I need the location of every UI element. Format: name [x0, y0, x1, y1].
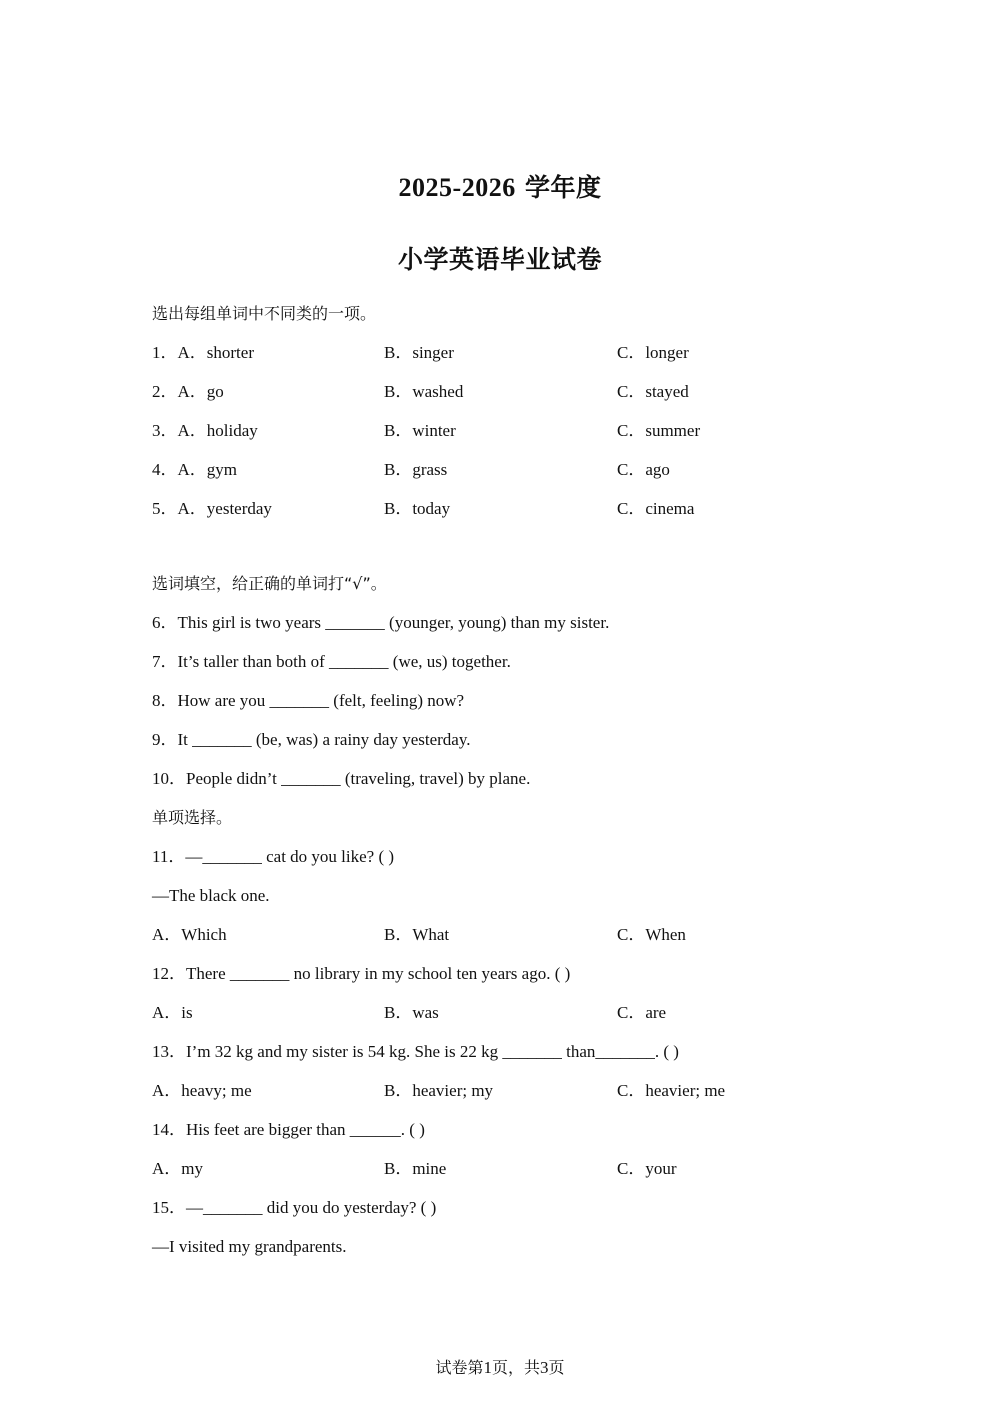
footer-label-2: 页，共: [491, 1358, 540, 1377]
fill-question-8: 8．How are you _______ (felt, feeling) now?: [152, 691, 465, 710]
option-b: B．washed: [384, 382, 464, 401]
current-page-number: 1: [483, 1358, 492, 1377]
option-c: C．heavier; me: [617, 1081, 726, 1100]
option-b: B．heavier; my: [384, 1081, 494, 1100]
option-b: B．mine: [384, 1159, 447, 1178]
option-b: B．was: [384, 1003, 439, 1022]
fill-question-7: 7．It’s taller than both of _______ (we, us) together.: [152, 652, 511, 671]
option-b: B．grass: [384, 460, 448, 479]
page-footer: [0, 1356, 1000, 1380]
options-row-14: [152, 1157, 872, 1181]
option-c: C．summer: [617, 421, 701, 440]
exam-year-title: [0, 168, 1000, 204]
option-b: B．singer: [384, 343, 454, 362]
choice-question-14: 14．His feet are bigger than ______. ( ): [152, 1120, 425, 1139]
option-a: A．gym: [177, 460, 237, 479]
option-a: A．shorter: [177, 343, 254, 362]
option-c: C．your: [617, 1159, 677, 1178]
section3-instruction: 单项选择。: [152, 808, 233, 827]
option-c: C．are: [617, 1003, 667, 1022]
option-a: A．Which: [152, 925, 227, 944]
section1-instruction: 选出每组单词中不同类的一项。: [152, 304, 377, 323]
option-b: B．today: [384, 499, 451, 518]
question-number: 2．: [152, 382, 178, 401]
options-row-12: [152, 1001, 872, 1025]
footer-label-3: 页: [548, 1358, 565, 1377]
dialogue-answer-11: —The black one.: [152, 886, 270, 905]
option-c: C．longer: [617, 343, 689, 362]
question-number: 3．: [152, 421, 178, 440]
option-a: A．yesterday: [177, 499, 272, 518]
question-row-5: [152, 497, 872, 521]
option-c: C．ago: [617, 460, 670, 479]
option-c: C．stayed: [617, 382, 689, 401]
dialogue-answer-15: —I visited my grandparents.: [152, 1237, 347, 1256]
question-row-1: [152, 341, 872, 365]
choice-question-12: 12．There _______ no library in my school ten years ago. ( ): [152, 964, 571, 983]
options-row-13: [152, 1079, 872, 1103]
option-b: B．What: [384, 925, 450, 944]
section2-instruction: 选词填空，给正确的单词打“√”。: [152, 574, 387, 593]
fill-question-6: 6．This girl is two years _______ (younger, young) than my sister.: [152, 613, 610, 632]
question-number: 5．: [152, 499, 178, 518]
exam-main-title: 小学英语毕业试卷: [397, 245, 602, 274]
fill-question-9: 9．It _______ (be, was) a rainy day yesterday.: [152, 730, 471, 749]
question-number: 1．: [152, 343, 178, 362]
question-row-4: [152, 458, 872, 482]
option-c: C．When: [617, 925, 686, 944]
option-b: B．winter: [384, 421, 456, 440]
options-row-11: [152, 923, 872, 947]
option-c: C．cinema: [617, 499, 695, 518]
question-row-3: [152, 419, 872, 443]
choice-question-15: 15．—_______ did you do yesterday? ( ): [152, 1198, 437, 1217]
question-number: 4．: [152, 460, 178, 479]
option-a: A．holiday: [177, 421, 258, 440]
question-row-2: [152, 380, 872, 404]
choice-question-11: 11．—_______ cat do you like? ( ): [152, 847, 395, 866]
choice-question-13: 13．I’m 32 kg and my sister is 54 kg. She is 22 kg _______ than_______. ( ): [152, 1042, 679, 1061]
exam-year: 2025-2026: [398, 173, 516, 202]
option-a: A．my: [152, 1159, 203, 1178]
option-a: A．is: [152, 1003, 193, 1022]
footer-label-1: 试卷第: [435, 1358, 484, 1377]
exam-year-suffix: 学年度: [524, 173, 602, 202]
option-a: A．heavy; me: [152, 1081, 252, 1100]
option-a: A．go: [177, 382, 224, 401]
fill-question-10: 10．People didn’t _______ (traveling, travel) by plane.: [152, 769, 531, 788]
total-page-count: 3: [540, 1358, 549, 1377]
